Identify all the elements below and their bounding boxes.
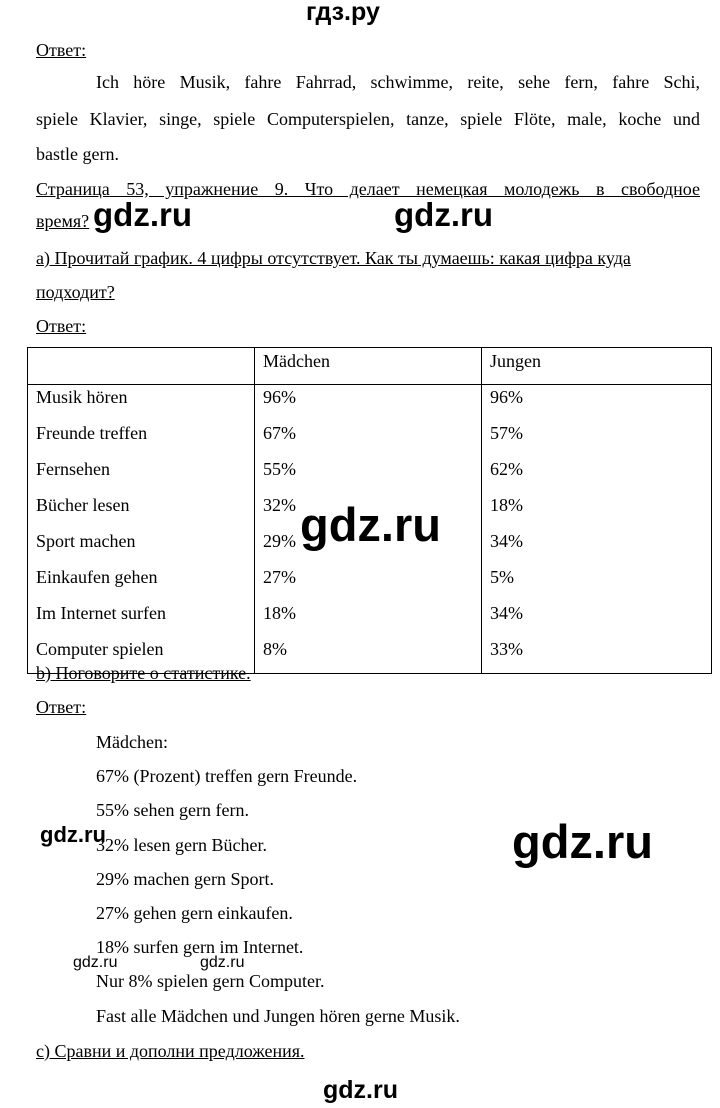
boys-cell: 33% <box>482 637 712 674</box>
answer-label: Ответ: <box>36 40 87 60</box>
watermark: gdz.ru <box>93 196 192 233</box>
task-a: подходит? <box>36 282 115 302</box>
girls-cell: 32% <box>255 493 482 529</box>
activity-cell: Im Internet surfen <box>28 601 255 637</box>
table-row <box>28 421 712 457</box>
watermark: gdz.ru <box>200 954 245 971</box>
answer-b-line: 29% machen gern Sport. <box>96 869 274 889</box>
table-header-cell: Jungen <box>482 348 712 385</box>
answer-label: Ответ: <box>36 697 87 717</box>
girls-cell: 67% <box>255 421 482 457</box>
girls-cell: 96% <box>255 385 482 422</box>
activity-cell: Musik hören <box>28 385 255 422</box>
boys-cell: 62% <box>482 457 712 493</box>
task-a: a) Прочитай график. 4 цифры отсутствует. Как ты думаешь: какая цифра куда <box>36 248 631 268</box>
activity-cell: Freunde treffen <box>28 421 255 457</box>
boys-cell: 18% <box>482 493 712 529</box>
activity-cell: Fernsehen <box>28 457 255 493</box>
table-row <box>28 457 712 493</box>
answer-b-line: 55% sehen gern fern. <box>96 800 249 820</box>
answer-b-line: Fast alle Mädchen und Jungen hören gerne Musik. <box>96 1006 460 1026</box>
watermark: gdz.ru <box>512 815 653 868</box>
table-row <box>28 565 712 601</box>
table-header-row <box>28 348 712 385</box>
answer-b-heading: Mädchen: <box>96 732 168 752</box>
watermark: gdz.ru <box>394 196 493 233</box>
watermark: gdz.ru <box>300 498 441 551</box>
boys-cell: 5% <box>482 565 712 601</box>
girls-cell: 55% <box>255 457 482 493</box>
activity-cell: Computer spielen <box>28 637 255 674</box>
answer-b-line: Nur 8% spielen gern Computer. <box>96 971 325 991</box>
exercise-title: Страница 53, упражнение 9. Что делает немецкая молодежь в свободное <box>36 179 700 199</box>
table-row <box>28 601 712 637</box>
intro-answer-line: bastle gern. <box>36 144 119 164</box>
exercise-title: время? <box>36 211 90 231</box>
table-header-cell <box>28 348 255 385</box>
intro-answer-line: spiele Klavier, singe, spiele Computerspielen, tanze, spiele Flöte, male, koche und <box>36 109 700 129</box>
watermark: gdz.ru <box>40 822 106 847</box>
answer-b-line: 67% (Prozent) treffen gern Freunde. <box>96 766 358 786</box>
footer-watermark: gdz.ru <box>323 1076 398 1104</box>
table-row <box>28 385 712 422</box>
table-header-cell: Mädchen <box>255 348 482 385</box>
boys-cell: 34% <box>482 529 712 565</box>
task-b: b) Поговорите о статистике. <box>36 663 251 683</box>
girls-cell: 8% <box>255 637 482 674</box>
task-c: c) Сравни и дополни предложения. <box>36 1041 305 1061</box>
girls-cell: 18% <box>255 601 482 637</box>
intro-answer-line: Ich höre Musik, fahre Fahrrad, schwimme, reite, sehe fern, fahre Schi, <box>96 72 700 92</box>
girls-cell: 27% <box>255 565 482 601</box>
watermark: gdz.ru <box>73 954 118 971</box>
activity-cell: Bücher lesen <box>28 493 255 529</box>
answer-b-line: 27% gehen gern einkaufen. <box>96 903 293 923</box>
header-watermark: гдз.ру <box>306 0 380 26</box>
boys-cell: 34% <box>482 601 712 637</box>
answer-label: Ответ: <box>36 316 87 336</box>
activity-cell: Sport machen <box>28 529 255 565</box>
activity-cell: Einkaufen gehen <box>28 565 255 601</box>
girls-cell: 29% <box>255 529 482 565</box>
answer-b-line: 18% surfen gern im Internet. <box>96 937 304 957</box>
boys-cell: 57% <box>482 421 712 457</box>
boys-cell: 96% <box>482 385 712 422</box>
answer-b-line: 32% lesen gern Bücher. <box>96 835 267 855</box>
